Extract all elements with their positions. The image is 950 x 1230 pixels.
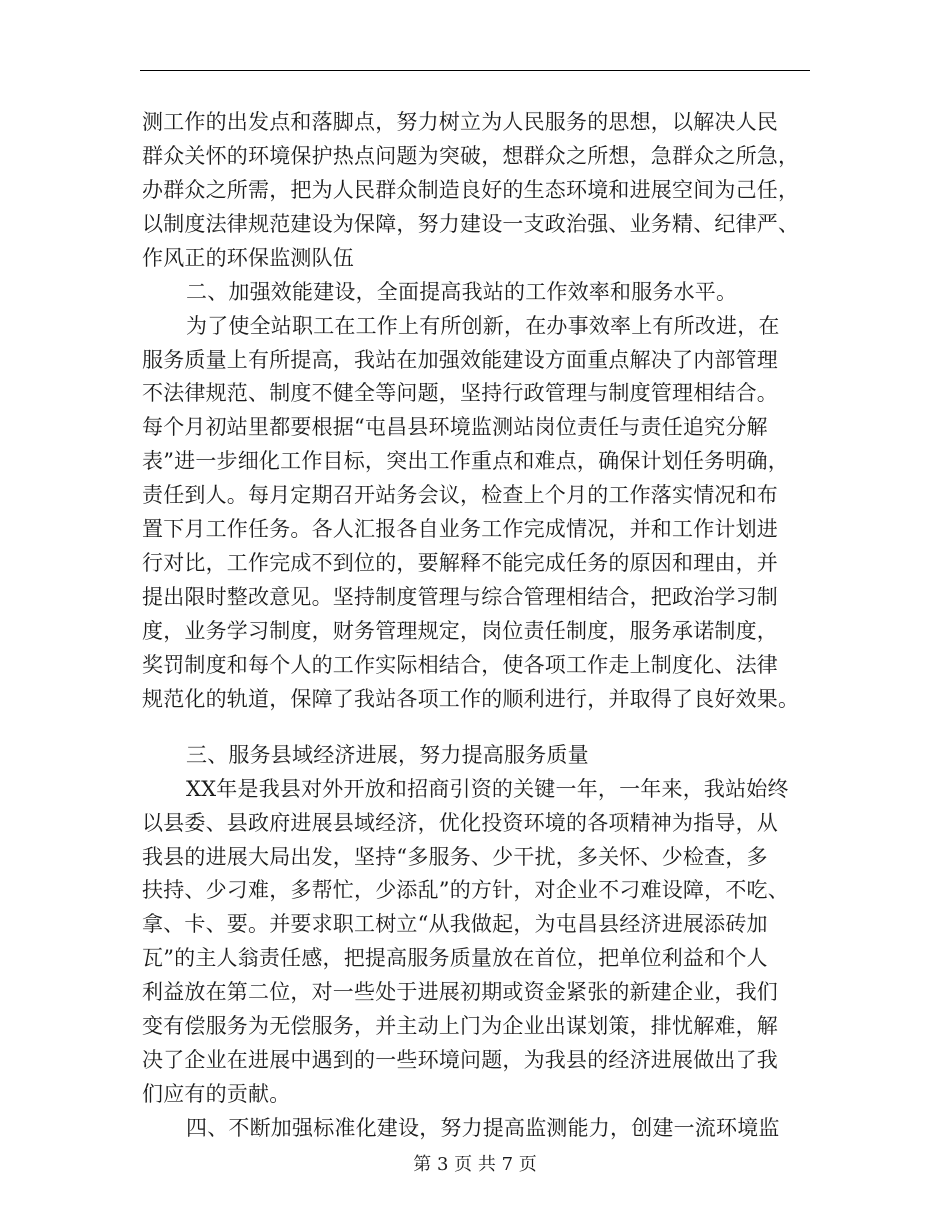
text-line: XX年是我县对外开放和招商引资的关键一年，一年来，我站始终 (186, 777, 789, 801)
text-line: 变有偿服务为无偿服务，并主动上门为企业出谋划策，排忧解难，解 (142, 1014, 778, 1038)
text-line: 以制度法律规范建设为保障，努力建设一支政治强、业务精、纪律严、 (142, 212, 800, 236)
text-line: 们应有的贡献。 (142, 1082, 291, 1106)
text-line: 责任到人。每月定期召开站务会议，检查上个月的工作落实情况和布 (142, 483, 778, 507)
text-line: 作风正的环保监测队伍 (142, 246, 354, 270)
text-line: 服务质量上有所提高，我站在加强效能建设方面重点解决了内部管理 (142, 348, 778, 372)
text-line: 我县的进展大局出发，坚持“多服务、少干扰，多关怀、少检查，多 (142, 845, 768, 869)
text-line: 群众关怀的环境保护热点问题为突破，想群众之所想，急群众之所急， (142, 144, 800, 168)
text-line: 测工作的出发点和落脚点，努力树立为人民服务的思想，以解决人民 (142, 110, 778, 134)
text-line: 行对比，工作完成不到位的，要解释不能完成任务的原因和理由，并 (142, 551, 778, 575)
text-line: 瓦”的主人翁责任感，把提高服务质量放在首位，把单位利益和个人 (142, 946, 768, 970)
text-line: 扶持、少刁难，多帮忙，少添乱”的方针，对企业不刁难设障，不吃、 (142, 878, 789, 902)
page-number-footer: 第 3 页 共 7 页 (413, 1154, 537, 1175)
text-line: 以县委、县政府进展县域经济，优化投资环境的各项精神为指导，从 (142, 811, 778, 835)
text-line: 拿、卡、要。并要求职工树立“从我做起，为屯昌县经济进展添砖加 (142, 912, 768, 936)
text-line: 不法律规范、制度不健全等问题，坚持行政管理与制度管理相结合。 (142, 381, 778, 405)
section-heading: 四、不断加强标准化建设，努力提高监测能力，创建一流环境监 (186, 1116, 780, 1140)
text-line: 置下月工作任务。各人汇报各自业务工作完成情况，并和工作计划进 (142, 517, 778, 541)
section-heading: 二、加强效能建设，全面提高我站的工作效率和服务水平。 (186, 280, 738, 304)
text-line: 办群众之所需，把为人民群众制造良好的生态环境和进展空间为己任， (142, 178, 800, 202)
text-line: 规范化的轨道，保障了我站各项工作的顺利进行，并取得了良好效果。 (142, 687, 800, 711)
text-line: 度，业务学习制度，财务管理规定，岗位责任制度，服务承诺制度， (142, 619, 778, 643)
text-line: 奖罚制度和每个人的工作实际相结合，使各项工作走上制度化、法律 (142, 653, 778, 677)
text-line: 决了企业在进展中遇到的一些环境问题，为我县的经济进展做出了我 (142, 1048, 778, 1072)
text-line: 为了使全站职工在工作上有所创新，在办事效率上有所改进，在 (186, 314, 780, 338)
header-rule (140, 70, 810, 71)
text-line: 每个月初站里都要根据“屯昌县环境监测站岗位责任与责任追究分解 (142, 415, 768, 439)
text-line: 利益放在第二位，对一些处于进展初期或资金紧张的新建企业，我们 (142, 980, 778, 1004)
section-heading: 三、服务县域经济进展，努力提高服务质量 (186, 743, 589, 767)
text-line: 表”进一步细化工作目标，突出工作重点和难点，确保计划任务明确， (142, 449, 789, 473)
text-line: 提出限时整改意见。坚持制度管理与综合管理相结合，把政治学习制 (142, 585, 778, 609)
